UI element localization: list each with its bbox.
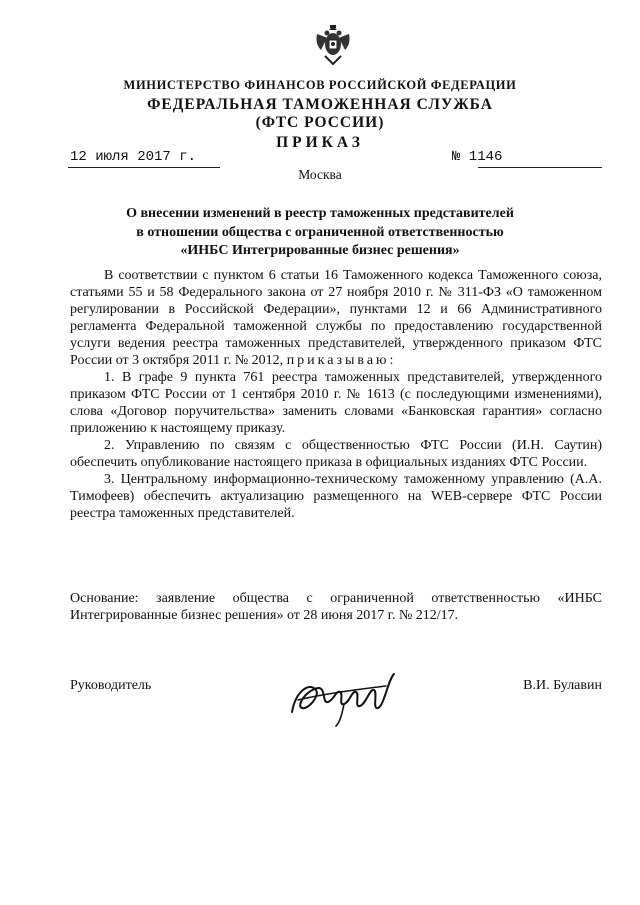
coat-of-arms-icon	[313, 22, 353, 66]
signatory-name: В.И. Булавин	[523, 678, 602, 693]
basis-paragraph: Основание: заявление общества с ограниченной ответственностью «ИНБС Интегрированные бизнес решения» от 28 июня 2017 г. № 212/17.	[70, 591, 602, 623]
subject-line: «ИНБС Интегрированные бизнес решения»	[180, 243, 460, 258]
issue-city: Москва	[298, 167, 342, 182]
decree-word: приказываю:	[286, 353, 397, 368]
order-date: 12 июля 2017 г.	[70, 149, 197, 165]
order-item-1: 1. В графе 9 пункта 761 реестра таможенных представителей, утвержденного приказом ФТС России от 1 сентября 2010 г. № 1613 (с последующими изменениями), слова «Договор поручительства» заменить словами «Банковская гарантия» согласно приложению к настоящему приказу.	[70, 370, 602, 436]
order-subject	[90, 205, 550, 261]
document-type: ПРИКАЗ	[276, 134, 364, 151]
handwritten-signature	[282, 660, 402, 730]
intro-paragraph	[70, 267, 602, 369]
subject-line: в отношении общества с ограниченной ответственностью	[136, 224, 504, 240]
ministry-name: МИНИСТЕРСТВО ФИНАНСОВ РОССИЙСКОЙ ФЕДЕРАЦИИ	[123, 78, 517, 92]
order-number: № 1146	[452, 149, 503, 165]
service-name: ФЕДЕРАЛЬНАЯ ТАМОЖЕННАЯ СЛУЖБА	[147, 96, 493, 113]
service-abbreviation: (ФТС РОССИИ)	[255, 114, 385, 131]
intro-text: В соответствии с пунктом 6 статьи 16 Таможенного кодекса Таможенного союза, статьями 55 и 58 Федерального закона от 27 ноября 2010 г. № 311-ФЗ «О таможенном регулировании в Российской Федерации», пунктами 12 и 66 Административного регламента Федеральной таможенной службы по предоставлению государственной услуги ведения реестра таможенных представителей, утвержденного приказом ФТС России от 3 октября 2011 г. № 2012,	[70, 268, 602, 368]
order-item-3: 3. Центральному информационно-техническому таможенному управлению (А.А. Тимофеев) обеспечить актуализацию размещенного на WEB-сервере ФТС России реестра таможенных представителей.	[70, 472, 602, 521]
order-item-2: 2. Управлению по связям с общественностью ФТС России (И.Н. Саутин) обеспечить опубликование настоящего приказа в официальных изданиях ФТС России.	[70, 438, 602, 470]
signatory-title: Руководитель	[70, 678, 152, 693]
order-body	[70, 267, 602, 522]
subject-line: О внесении изменений в реестр таможенных представителей	[126, 206, 514, 221]
